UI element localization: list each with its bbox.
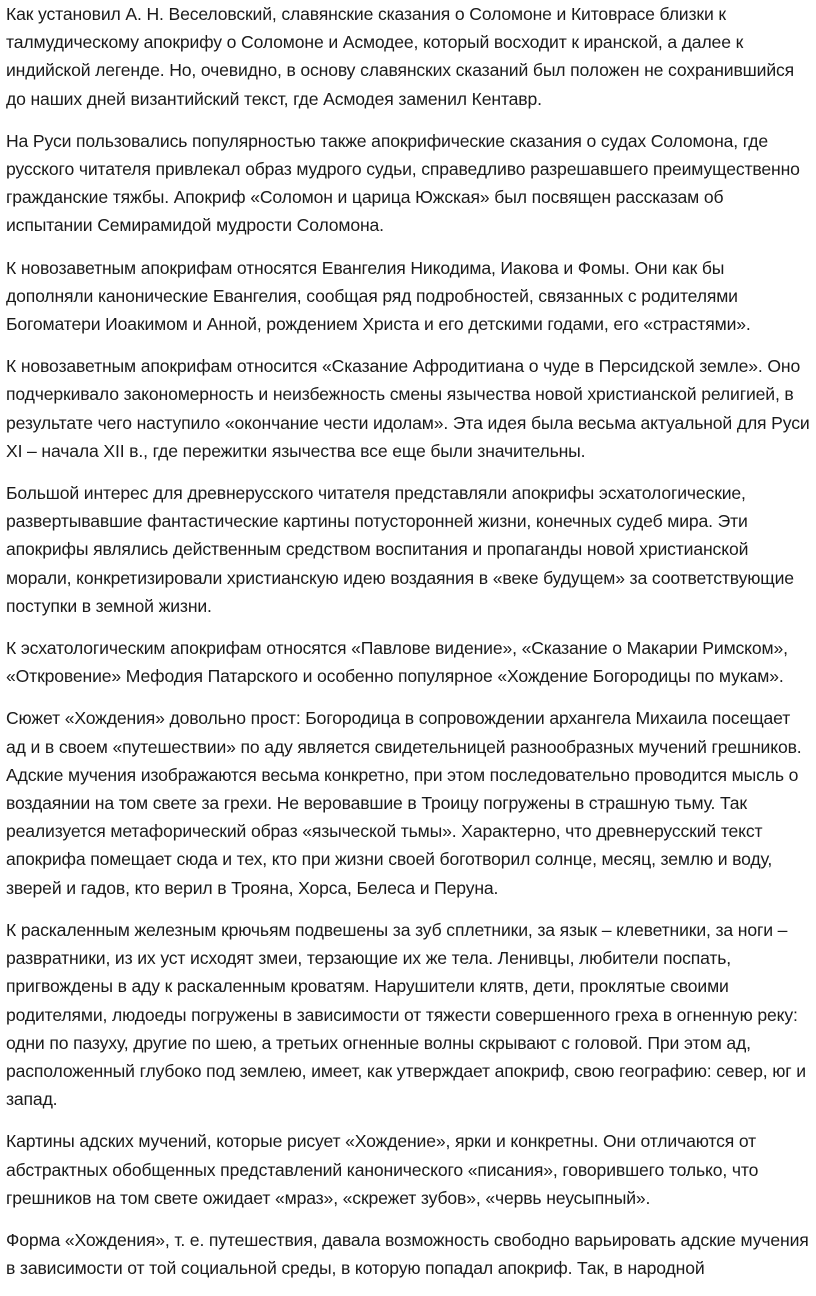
paragraph: К раскаленным железным крючьям подвешены за зуб сплетники, за язык – клеветники, за ноги – развратники, из их уст исходят змеи, терзающие их же тела. Ленивцы, любители поспать, пригвождены в аду к раскаленным кроватям. Нарушители клятв, дети, проклятые своими родителями, людоеды погружены в зависимости от тяжести совершенного греха в огненную реку: одни по пазуху, другие по шею, а третьих огненные волны скрывают с головой. При этом ад, расположенный глубоко под землею, имеет, как утверждает апокриф, свою географию: север, юг и запад.: [6, 919, 806, 1110]
paragraph: На Руси пользовались популярностью также апокрифические сказания о судах Соломона, где русского читателя привлекал образ мудрого судьи, справедливо разрешавшего преимущественно гражданские тяжбы. Апокриф «Соломон и царица Южская» был посвящен рассказам об испытании Семирамидой мудрости Соломона.: [6, 130, 800, 236]
paragraph: Как установил А. Н. Веселовский, славянские сказания о Соломоне и Китоврасе близки к талмудическому апокрифу о Соломоне и Асмодее, который восходит к иранской, а далее к индийской легенде. Но, очевидно, в основу славянских сказаний был положен не сохранившийся до наших дней византийский текст, где Асмодея заменил Кентавр.: [6, 4, 795, 109]
paragraph: Сюжет «Хождения» довольно прост: Богородица в сопровождении архангела Михаила посещает ад и в своем «путешествии» по аду является свидетельницей разнообразных мучений грешников. Адские мучения изображаются весьма конкретно, при этом последовательно проводится мысль о воздаянии на том свете за грехи. Не веровавшие в Троицу погружены в страшную тьму. Так реализуется метафорический образ «языческой тьмы». Характерно, что древнерусский текст апокрифа помещает сюда и тех, кто при жизни своей боготворил солнце, месяц, землю и воду, зверей и гадов, кто верил в Трояна, Хорса, Белеса и Перуна.: [6, 708, 802, 898]
document-body: [6, 0, 812, 1296]
paragraph: Большой интерес для древнерусского читателя представляли апокрифы эсхатологические, развертывавшие фантастические картины потусторонней жизни, конечных судеб мира. Эти апокрифы являлись действенным средством воспитания и пропаганды новой христианской морали, конкретизировали христианскую идею воздаяния в «веке будущем» за соответствующие поступки в земной жизни.: [6, 483, 794, 616]
paragraph: К новозаветным апокрифам относится «Сказание Афродитиана о чуде в Персидской земле». Оно подчеркивало закономерность и неизбежность смены язычества новой христианской религией, в результате чего наступило «окончание чести идолам». Эта идея была весьма актуальной для Руси XI – начала XII в., где пережитки язычества все еще были значительны.: [6, 356, 810, 461]
paragraph: Картины адских мучений, которые рисует «Хождение», ярки и конкретны. Они отличаются от абстрактных обобщенных представлений канонического «писания», говорившего только, что грешников на том свете ожидает «мраз», «скрежет зубов», «червь неусыпный».: [6, 1131, 759, 1208]
paragraph: Форма «Хождения», т. е. путешествия, давала возможность свободно варьировать адские мучения в зависимости от той социальной среды, в которую попадал апокриф. Так, в народной: [6, 1229, 809, 1279]
paragraph: К новозаветным апокрифам относятся Евангелия Никодима, Иакова и Фомы. Они как бы дополняли канонические Евангелия, сообщая ряд подробностей, связанных с родителями Богоматери Иоакимом и Анной, рождением Христа и его детскими годами, его «страстями».: [6, 257, 751, 335]
paragraph: К эсхатологическим апокрифам относятся «Павлове видение», «Сказание о Макарии Римском», «Откровение» Мефодия Патарского и особенно популярное «Хождение Богородицы по мукам».: [6, 638, 788, 687]
